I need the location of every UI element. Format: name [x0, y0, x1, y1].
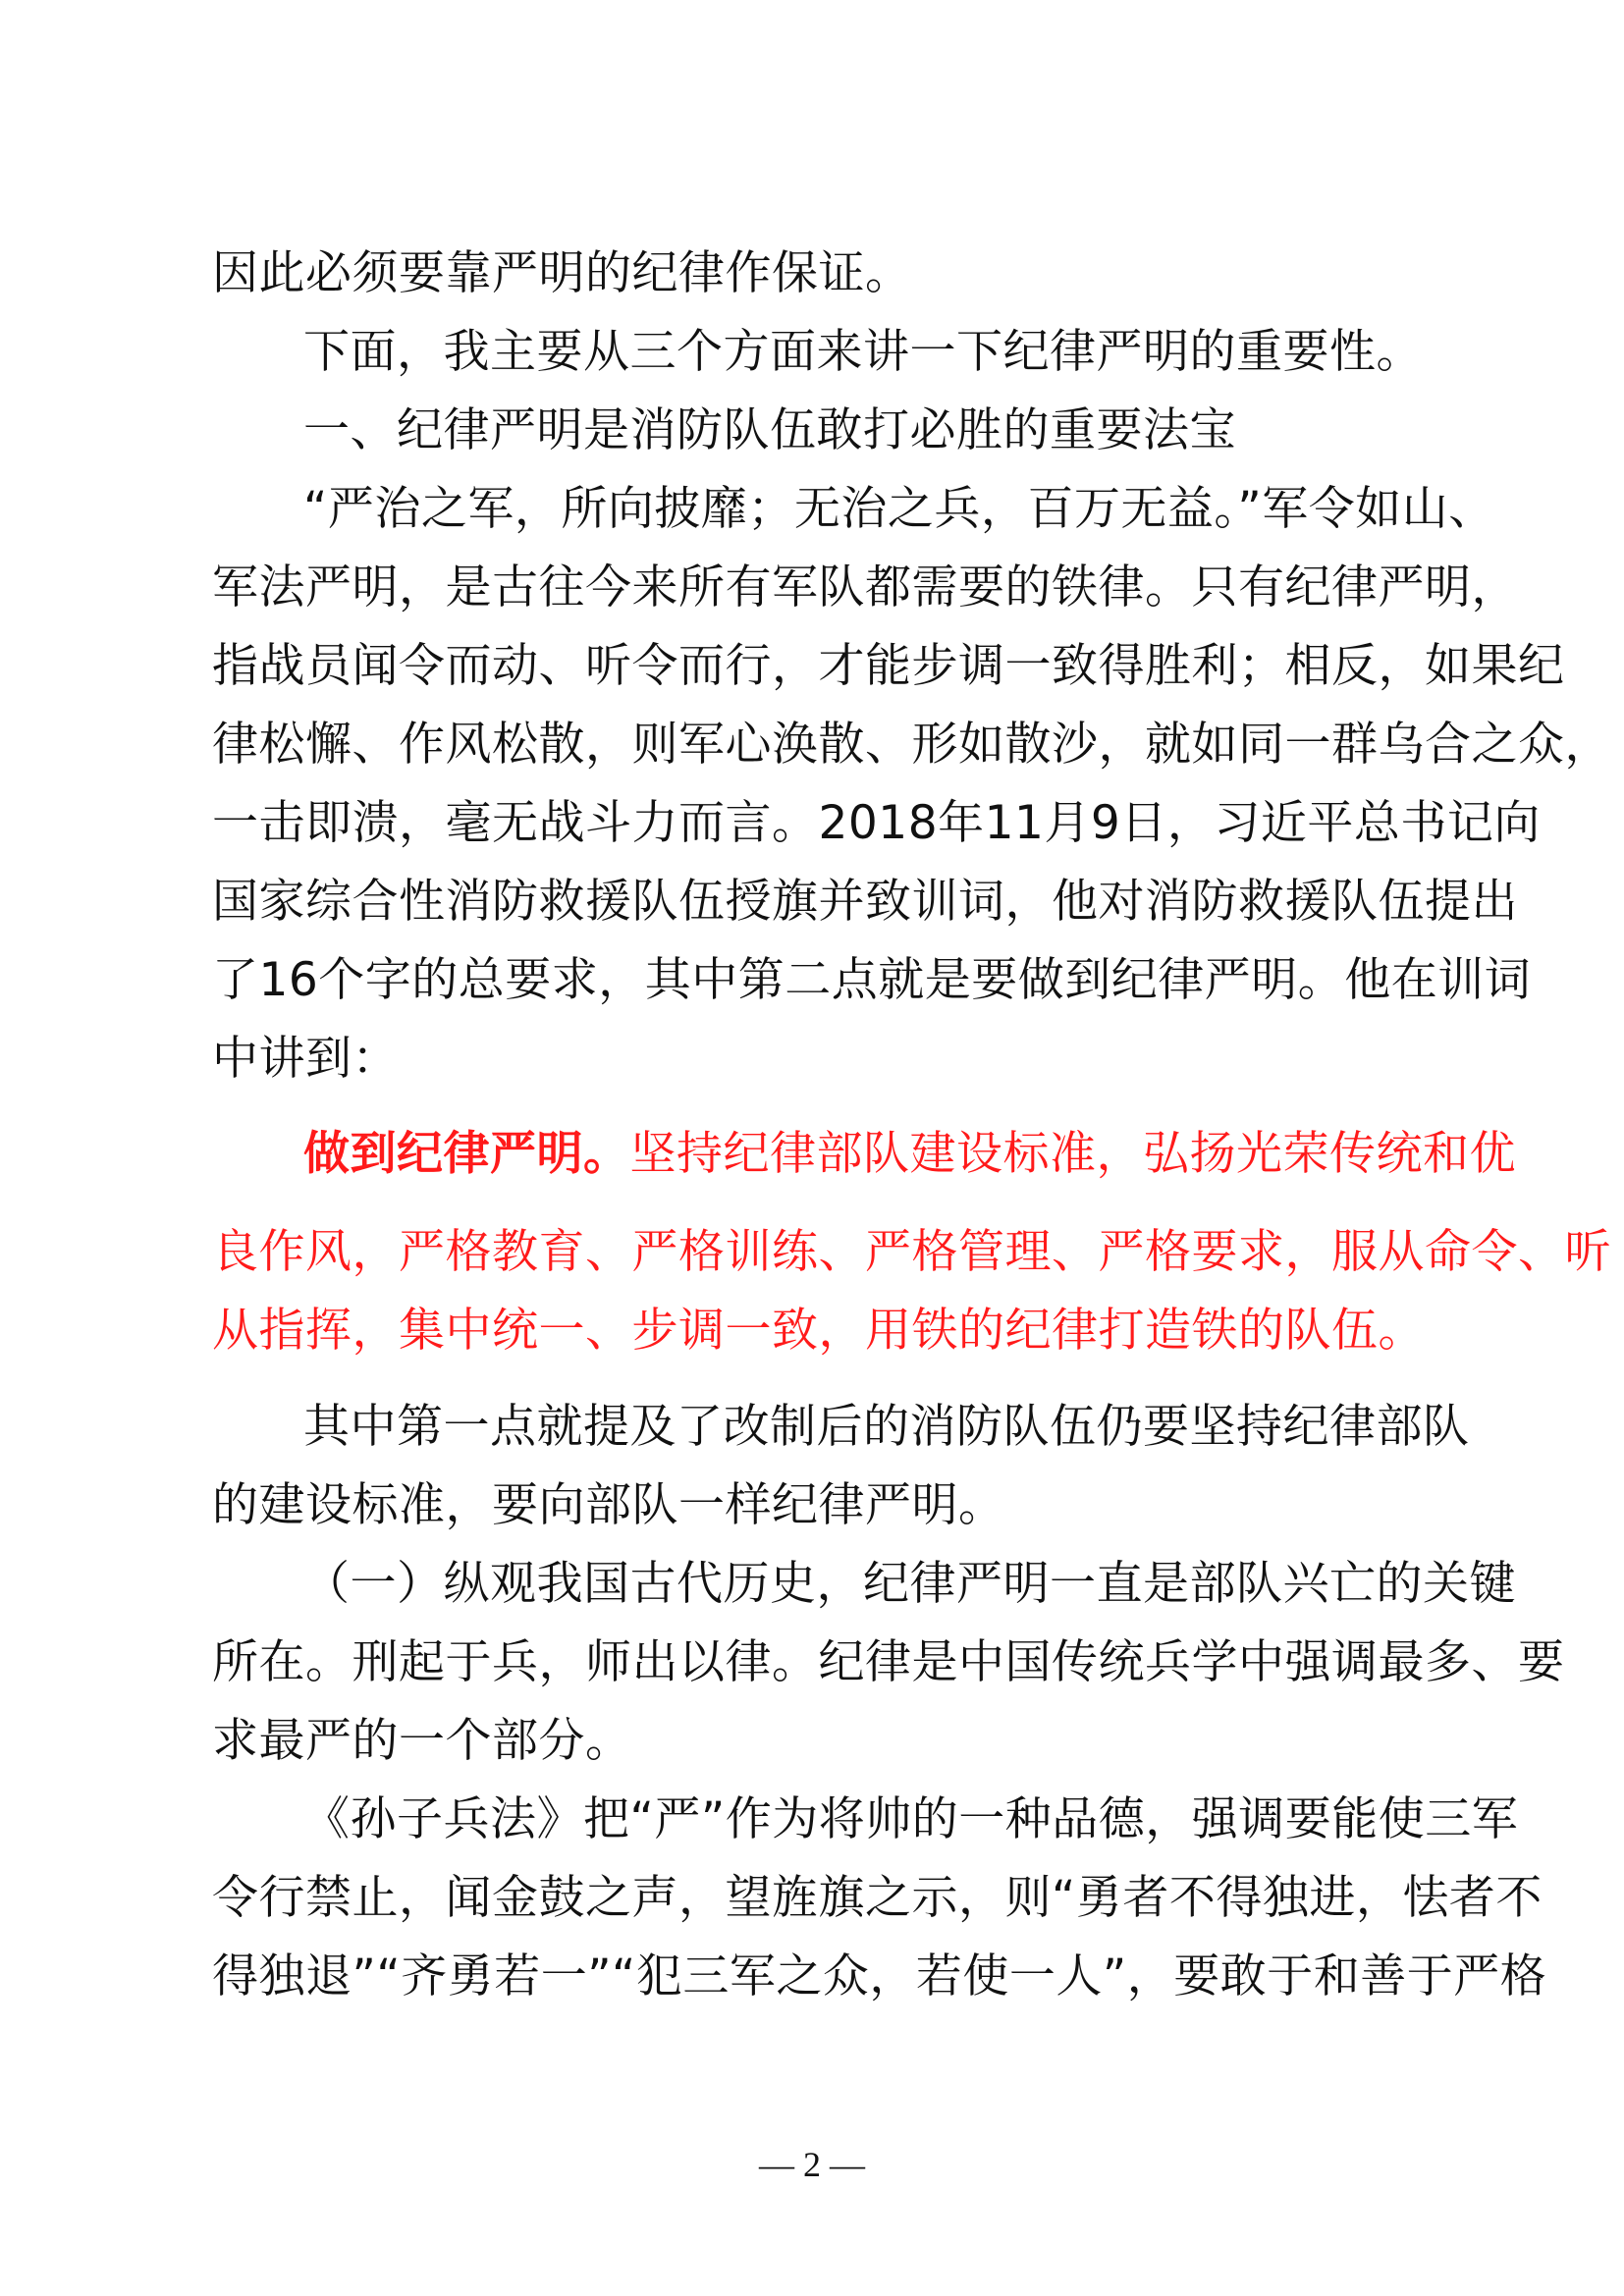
text-line: 一击即溃，毫无战斗力而言。2018年11月9日，习近平总书记向 [212, 796, 1541, 850]
text-line: 所在。刑起于兵，师出以律。纪律是中国传统兵学中强调最多、要 [212, 1635, 1565, 1689]
text-line: 得独退”“齐勇若一”“犯三军之众，若使一人”，要敢于和善于严格 [212, 1949, 1547, 2003]
text-line: “严治之军，所向披靡；无治之兵，百万无益。”军令如山、 [303, 482, 1495, 536]
text-line: 指战员闻令而动、听令而行，才能步调一致得胜利；相反，如果纪 [212, 639, 1565, 693]
text-line: 军法严明，是古往今来所有军队都需要的铁律。只有纪律严明， [212, 561, 1518, 614]
quote-line: 良作风，严格教育、严格训练、严格管理、严格要求，服从命令、听 [212, 1225, 1611, 1279]
page-number: — 2 — [759, 2145, 865, 2184]
text-line: 国家综合性消防救援队伍授旗并致训词，他对消防救援队伍提出 [212, 875, 1518, 929]
text-line: 《孙子兵法》把“严”作为将帅的一种品德，强调要能使三军 [303, 1792, 1519, 1846]
text-line: 律松懈、作风松散，则军心涣散、形如散沙，就如同一群乌合之众， [212, 718, 1611, 772]
text-line: 其中第一点就提及了改制后的消防队伍仍要坚持纪律部队 [303, 1400, 1470, 1454]
text-line: 因此必须要靠严明的纪律作保证。 [212, 246, 912, 300]
quote-text: 坚持纪律部队建设标准，弘扬光荣传统和优 [629, 1127, 1516, 1181]
text-line: 求最严的一个部分。 [212, 1714, 632, 1768]
text-line: 的建设标准，要向部队一样纪律严明。 [212, 1478, 1005, 1532]
text-line: （一）纵观我国古代历史，纪律严明一直是部队兴亡的关键 [303, 1557, 1516, 1611]
quote-line: 从指挥，集中统一、步调一致，用铁的纪律打造铁的队伍。 [212, 1304, 1425, 1358]
text-line: 下面，我主要从三个方面来讲一下纪律严明的重要性。 [303, 325, 1423, 379]
text-line: 令行禁止，闻金鼓之声，望旌旗之示，则“勇者不得独进，怯者不 [212, 1871, 1543, 1925]
text-line: 了16个字的总要求，其中第二点就是要做到纪律严明。他在训词 [212, 953, 1532, 1007]
section-heading: 一、纪律严明是消防队伍敢打必胜的重要法宝 [303, 403, 1236, 457]
text-line: 中讲到： [212, 1032, 399, 1086]
quote-heading: 做到纪律严明。 [303, 1127, 630, 1181]
quote-line [303, 1125, 1521, 1184]
